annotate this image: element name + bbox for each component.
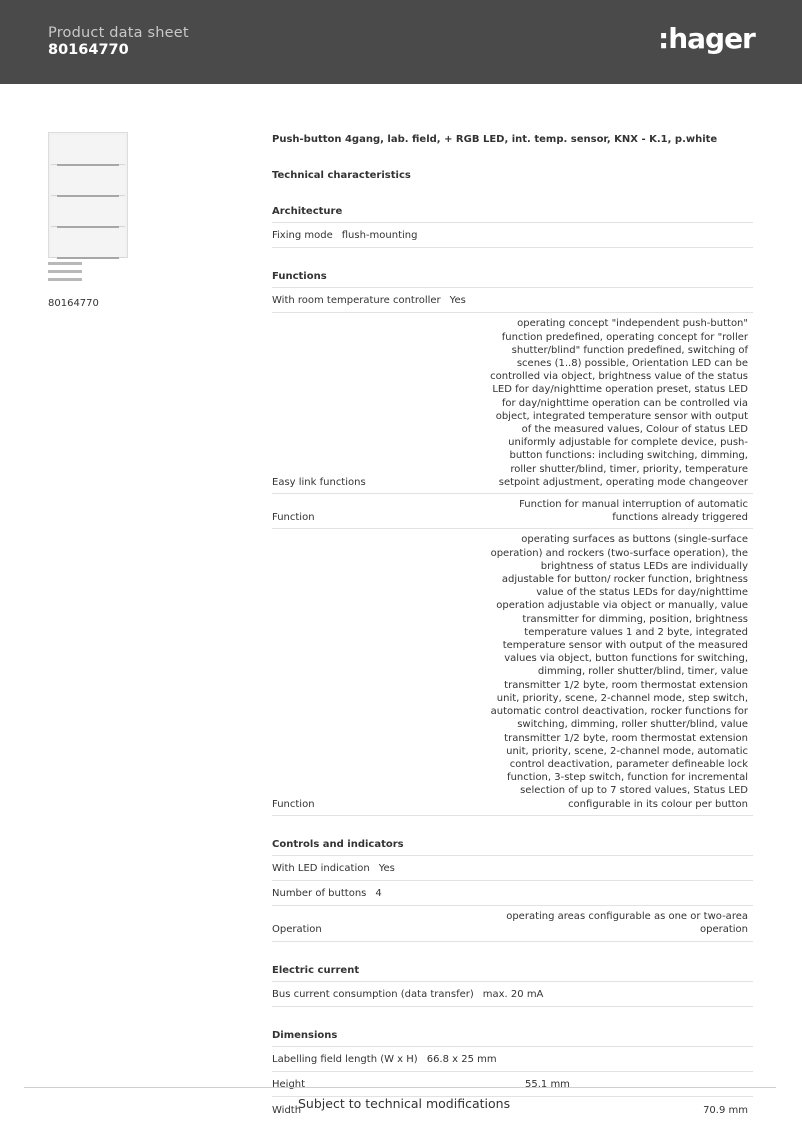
spec-value: operating concept "independent push-button" function predefined, operating concept for "roller shutter/blind" function predefined, switching of scenes (1..8) possible, Orientation LED can be controlled via object, brightness value of the status LED for day/nighttime operation preset, status LED for day/nighttime operation can be controlled via object, integrated temperature sensor with output of the measured values, Colour of status LED uniformly adjustable for complete device, push-button functions: including switching, dimming, roller shutter/blind, timer, priority, temperature setpoint adjustment, operating mode changeover: [490, 318, 748, 488]
spec-value: Yes: [449, 295, 466, 307]
spec-value: flush-mounting: [341, 230, 418, 241]
spec-value: 66.8 x 25 mm: [426, 1053, 497, 1065]
section-dimensions: Dimensions: [272, 1029, 753, 1047]
spec-label: Labelling field length (W x H): [272, 1053, 418, 1065]
spec-row: [272, 313, 753, 494]
button-rocker: [51, 166, 125, 196]
header-title: Product data sheet: [48, 25, 189, 41]
spec-label: Width: [272, 1105, 302, 1117]
thumbnail: [48, 278, 82, 281]
spec-label: Operation: [272, 924, 322, 936]
product-thumbnails: [48, 262, 82, 286]
spec-value: Function for manual interruption of automatic functions already triggered: [519, 499, 748, 524]
spec-value: 4: [375, 887, 382, 899]
spec-row: [272, 1072, 753, 1097]
section-electric-current: Electric current: [272, 964, 753, 982]
spec-label: Fixing mode: [272, 230, 333, 241]
spec-label: Height: [272, 1078, 306, 1090]
button-rocker: [51, 197, 125, 227]
image-caption: 80164770: [48, 298, 99, 309]
spec-value: Yes: [378, 862, 395, 874]
spec-value: 70.9 mm: [703, 1105, 748, 1117]
button-rocker: [51, 228, 125, 258]
footer-divider: [24, 1087, 776, 1088]
spec-label: Function: [272, 798, 315, 810]
hager-logo: :hager: [658, 22, 755, 55]
product-image: [48, 132, 128, 258]
header-product-number: 80164770: [48, 42, 129, 58]
section-architecture: Architecture: [272, 205, 753, 223]
technical-characteristics-heading: Technical characteristics: [272, 170, 411, 181]
spec-label: Easy link functions: [272, 476, 366, 488]
spec-label: With room temperature controller: [272, 295, 441, 307]
section-functions: Functions: [272, 270, 753, 288]
button-rocker: [51, 135, 125, 165]
spec-value: operating surfaces as buttons (single-surface operation) and rockers (two-surface operation), the brightness of status LEDs are individually adjustable for button/ rocker function, brightness value of the status LEDs for day/nighttime operation adjustable via object or manually, value transmitter for dimming, position, brightness temperature values 1 and 2 byte, integrated temperature sensor with output of the measured values via object, button functions for switching, dimming, roller shutter/blind, timer, value transmitter 1/2 byte, room thermostat extension unit, priority, scene, 2-channel mode, step switch, automatic control deactivation, rocker functions for switching, dimming, roller shutter/blind, value transmitter 1/2 byte, room thermostat extension unit, priority, scene, 2-channel mode, automatic control deactivation, parameter defineable lock function, 3-step switch, function for incremental selection of up to 7 stored values, Status LED configurable in its colour per button: [490, 534, 748, 810]
section-controls: Controls and indicators: [272, 838, 753, 856]
spec-row: [272, 494, 753, 529]
spec-row: [272, 881, 753, 906]
spec-row: [272, 906, 753, 941]
footer-note: Subject to technical modifications: [298, 1096, 511, 1111]
spec-label: Number of buttons: [272, 887, 367, 899]
spec-value: operating areas configurable as one or two-area operation: [506, 911, 748, 936]
spec-row: [272, 223, 753, 248]
spec-value: 55.1 mm: [525, 1078, 570, 1090]
spec-label: With LED indication: [272, 862, 370, 874]
page-header: [0, 0, 802, 84]
thumbnail: [48, 262, 82, 265]
spec-row: [272, 1047, 753, 1072]
data-sheet-content: [272, 128, 753, 1121]
spec-label: Function: [272, 512, 315, 524]
spec-row: [272, 529, 753, 815]
spec-label: Bus current consumption (data transfer): [272, 988, 474, 1000]
spec-value: max. 20 mA: [482, 988, 544, 1000]
product-title: Push-button 4gang, lab. field, + RGB LED, int. temp. sensor, KNX - K.1, p.white: [272, 134, 718, 145]
spec-row: [272, 982, 753, 1007]
spec-row: [272, 288, 753, 313]
thumbnail: [48, 270, 82, 273]
spec-row: [272, 856, 753, 881]
